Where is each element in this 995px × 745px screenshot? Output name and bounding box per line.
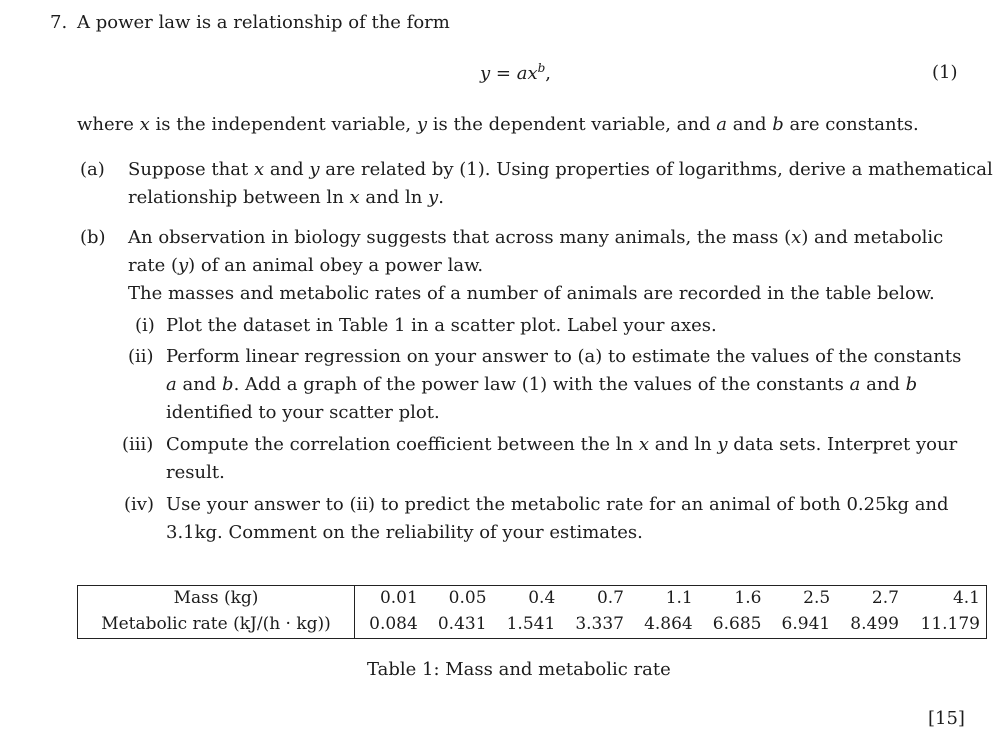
table-cell: 11.179 <box>920 614 980 635</box>
var: y <box>177 255 189 276</box>
table-cell: 1.1 <box>665 588 693 609</box>
var: y <box>428 187 439 208</box>
subpart-ii-label: (ii) <box>128 346 154 367</box>
part-b-line2 <box>128 253 483 278</box>
table-cell: 6.685 <box>712 614 762 635</box>
where-text: and <box>726 114 773 135</box>
text: data sets. Interpret your <box>727 434 958 455</box>
table-caption: Table 1: Mass and metabolic rate <box>367 659 671 680</box>
table-cell: 2.7 <box>871 588 899 609</box>
mass-metabolic-table <box>77 585 987 639</box>
var: x <box>349 187 360 208</box>
text: Suppose that <box>128 159 254 180</box>
eq-x: x <box>527 63 538 84</box>
table-cell: 1.6 <box>734 588 762 609</box>
text: Compute the correlation coefficient between the ln <box>166 434 639 455</box>
part-a-line1 <box>128 157 993 182</box>
var: x <box>791 227 802 248</box>
table-cell: 0.084 <box>369 614 418 635</box>
equation-label: (1) <box>932 62 958 83</box>
subpart-iii-label: (iii) <box>122 434 154 455</box>
table-cell: 0.431 <box>437 614 487 635</box>
part-b-line1 <box>128 225 943 250</box>
table-row-mass <box>78 586 987 613</box>
text: . <box>438 187 444 208</box>
part-b-label: (b) <box>80 227 106 248</box>
text: are related by (1). Using properties of logarithms, derive a mathematical <box>319 159 993 180</box>
where-var: x <box>139 114 150 135</box>
where-var: a <box>716 114 727 135</box>
text: and <box>264 159 310 180</box>
where-text: where <box>77 114 140 135</box>
var: b <box>905 374 918 395</box>
eq-exponent: b <box>537 61 546 75</box>
table-cell: 0.4 <box>528 588 556 609</box>
var: y <box>309 159 320 180</box>
text: ) and metabolic <box>801 227 944 248</box>
table-cell: 3.337 <box>575 614 624 635</box>
eq-trail: , <box>545 63 552 84</box>
subpart-i-text: Plot the dataset in Table 1 in a scatter plot. Label your axes. <box>166 315 717 336</box>
eq-a: a <box>516 63 528 84</box>
where-var: y <box>416 114 427 135</box>
subpart-iii-line1 <box>166 432 957 457</box>
subpart-iv-line1: Use your answer to (ii) to predict the metabolic rate for an animal of both 0.25kg and <box>166 494 949 515</box>
power-law-equation <box>480 60 551 86</box>
part-a-label: (a) <box>80 159 105 180</box>
row-header-rate: Metabolic rate (kJ/(h · kg)) <box>78 612 355 639</box>
row-header-mass: Mass (kg) <box>78 586 355 613</box>
where-sentence <box>77 112 919 137</box>
where-var: b <box>772 114 784 135</box>
eq-equals: = <box>490 63 517 84</box>
text: and <box>860 374 906 395</box>
subpart-i-label: (i) <box>135 315 155 336</box>
table-cell: 8.499 <box>850 614 899 635</box>
var: x <box>253 159 265 180</box>
marks-total: [15] <box>928 708 965 729</box>
where-text: is the dependent variable, and <box>427 114 717 135</box>
subpart-ii-line3: identified to your scatter plot. <box>166 402 440 423</box>
var: a <box>849 374 861 395</box>
where-text: are constants. <box>783 114 919 135</box>
part-a-line2 <box>128 185 444 210</box>
table-cell: 6.941 <box>781 614 831 635</box>
subpart-ii-line2 <box>166 372 917 397</box>
table-cell: 0.7 <box>596 588 624 609</box>
eq-lhs: y <box>480 63 491 84</box>
table-cell: 0.01 <box>379 588 418 609</box>
text: An observation in biology suggests that across many animals, the mass ( <box>128 227 792 248</box>
text: rate ( <box>128 255 178 276</box>
var: b <box>222 374 234 395</box>
table-cell: 4.1 <box>952 588 980 609</box>
table-cell: 4.864 <box>644 614 693 635</box>
part-b-line3: The masses and metabolic rates of a number of animals are recorded in the table below. <box>128 283 935 304</box>
var: y <box>717 434 728 455</box>
text: relationship between ln <box>128 187 350 208</box>
subpart-iii-line2: result. <box>166 462 225 483</box>
text: and <box>176 374 223 395</box>
table-row-rate <box>78 612 987 639</box>
var: x <box>638 434 650 455</box>
var: a <box>166 374 177 395</box>
text: and ln <box>649 434 718 455</box>
text: ) of an animal obey a power law. <box>188 255 484 276</box>
table-cell: 2.5 <box>803 588 831 609</box>
question-number: 7. <box>50 12 68 33</box>
text: and ln <box>359 187 429 208</box>
table-cell: 0.05 <box>448 588 487 609</box>
subpart-iv-label: (iv) <box>124 494 154 515</box>
where-text: is the independent variable, <box>149 114 417 135</box>
subpart-iv-line2: 3.1kg. Comment on the reliability of your estimates. <box>166 522 643 543</box>
question-intro: A power law is a relationship of the form <box>77 12 450 33</box>
table-cell: 1.541 <box>506 614 556 635</box>
text: . Add a graph of the power law (1) with the values of the constants <box>233 374 850 395</box>
subpart-ii-line1: Perform linear regression on your answer to (a) to estimate the values of the constants <box>166 346 962 367</box>
